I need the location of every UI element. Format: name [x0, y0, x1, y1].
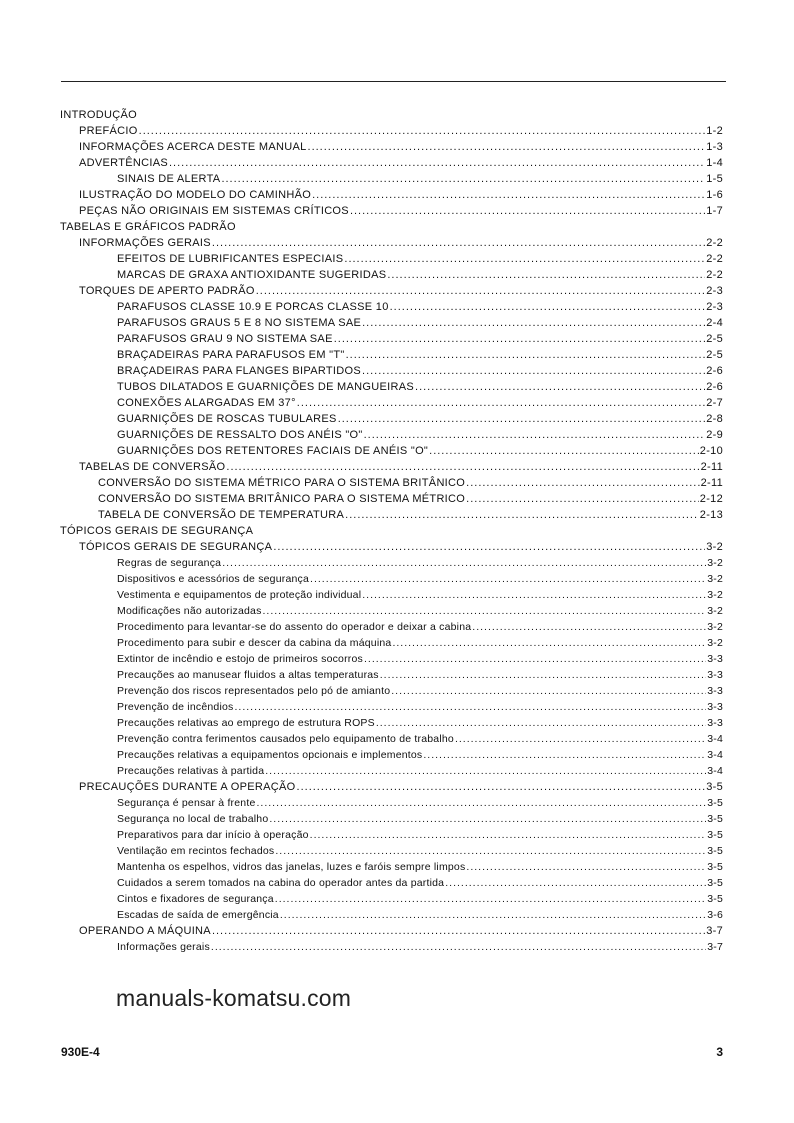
toc-entry-title: BRAÇADEIRAS PARA FLANGES BIPARTIDOS	[117, 365, 362, 377]
dot-leader	[221, 173, 705, 185]
toc-entry-page: 2-9	[706, 429, 723, 441]
toc-entry-page: 1-3	[706, 141, 723, 153]
toc-entry-page: 3-5	[707, 893, 723, 905]
toc-entry[interactable]	[60, 365, 723, 381]
toc-entry[interactable]	[60, 349, 723, 365]
toc-entry[interactable]	[60, 829, 723, 845]
toc-entry-page: 3-2	[707, 621, 723, 633]
dot-leader	[362, 365, 705, 377]
toc-entry-page: 3-2	[707, 589, 723, 601]
toc-entry-page: 3-2	[707, 573, 723, 585]
dot-leader	[466, 493, 699, 505]
toc-entry[interactable]	[60, 685, 723, 701]
toc-entry-title: INFORMAÇÕES GERAIS	[79, 237, 211, 249]
toc-entry-page: 2-4	[706, 317, 723, 329]
toc-entry-page: 3-5	[707, 797, 723, 809]
toc-entry-title: TUBOS DILATADOS E GUARNIÇÕES DE MANGUEIRAS	[117, 381, 415, 393]
toc-entry-title: PEÇAS NÃO ORIGINAIS EM SISTEMAS CRÍTICOS	[79, 205, 349, 217]
toc-entry-page: 3-2	[707, 557, 723, 569]
toc-entry-page: 2-8	[706, 413, 723, 425]
dot-leader	[344, 253, 705, 265]
toc-entry-title: Prevenção dos riscos representados pelo pó de amianto	[117, 685, 391, 697]
dot-leader	[429, 445, 699, 457]
toc-entry[interactable]	[60, 301, 723, 317]
toc-entry-page: 2-3	[706, 285, 723, 297]
toc-entry[interactable]	[60, 621, 723, 637]
dot-leader	[392, 637, 706, 649]
toc-entry[interactable]	[60, 893, 723, 909]
toc-entry-page: 3-3	[707, 701, 723, 713]
dot-leader	[310, 829, 707, 841]
dot-leader	[222, 557, 706, 569]
toc-entry-page: 3-3	[707, 669, 723, 681]
dot-leader	[273, 541, 705, 553]
toc-entry-title: EFEITOS DE LUBRIFICANTES ESPECIAIS	[117, 253, 344, 265]
toc-section[interactable]	[60, 525, 723, 541]
footer-model: 930E-4	[61, 1045, 100, 1059]
dot-leader	[466, 477, 699, 489]
dot-leader	[350, 205, 705, 217]
toc-entry[interactable]	[60, 285, 723, 301]
toc-entry-page: 3-5	[707, 861, 723, 873]
toc-entry-title: Prevenção contra ferimentos causados pelo equipamento de trabalho	[117, 733, 454, 745]
toc-entry[interactable]	[60, 413, 723, 429]
dot-leader	[364, 429, 706, 441]
toc-entry[interactable]	[60, 653, 723, 669]
dot-leader	[362, 317, 705, 329]
toc-entry-title: CONEXÕES ALARGADAS EM 37°	[117, 397, 296, 409]
toc-entry[interactable]	[60, 493, 723, 509]
toc-entry[interactable]	[60, 253, 723, 269]
toc-entry-page: 2-6	[706, 381, 723, 393]
toc-entry-title: Modificações não autorizadas	[117, 605, 262, 617]
toc-entry[interactable]	[60, 861, 723, 877]
toc-entry-title: PARAFUSOS GRAUS 5 E 8 NO SISTEMA SAE	[117, 317, 362, 329]
toc-entry-title: ILUSTRAÇÃO DO MODELO DO CAMINHÃO	[79, 189, 312, 201]
toc-section[interactable]	[60, 221, 723, 237]
toc-entry-page: 2-10	[699, 445, 723, 457]
toc-entry[interactable]	[60, 157, 723, 173]
toc-entry-page: 3-3	[707, 685, 723, 697]
toc-entry[interactable]	[60, 509, 723, 525]
toc-entry-title: Precauções relativas a equipamentos opcionais e implementos	[117, 749, 423, 761]
dot-leader	[390, 301, 706, 313]
dot-leader	[257, 797, 707, 809]
dot-leader	[275, 845, 706, 857]
footer-page-number: 3	[716, 1045, 723, 1059]
toc-entry-title: GUARNIÇÕES DE RESSALTO DOS ANÉIS "O"	[117, 429, 363, 441]
toc-entry-page: 3-3	[707, 653, 723, 665]
toc-entry[interactable]	[60, 925, 723, 941]
toc-entry-title: TÓPICOS GERAIS DE SEGURANÇA	[79, 541, 273, 553]
toc-entry[interactable]	[60, 269, 723, 285]
toc-entry-title: INFORMAÇÕES ACERCA DESTE MANUAL	[79, 141, 307, 153]
toc-entry-title: PRECAUÇÕES DURANTE A OPERAÇÃO	[79, 781, 296, 793]
dot-leader	[415, 381, 705, 393]
toc-entry[interactable]	[60, 381, 723, 397]
toc-entry-page: 3-5	[707, 813, 723, 825]
toc-entry-title: Procedimento para levantar-se do assento do operador e deixar a cabina	[117, 621, 472, 633]
toc-entry-page: 3-2	[707, 637, 723, 649]
table-of-contents	[60, 109, 723, 957]
toc-entry-title: Precauções relativas à partida	[117, 765, 265, 777]
dot-leader	[334, 333, 705, 345]
toc-entry-title: Precauções ao manusear fluidos a altas temperaturas	[117, 669, 379, 681]
toc-entry-page: 1-6	[706, 189, 723, 201]
dot-leader	[212, 237, 705, 249]
toc-entry-title: PARAFUSOS CLASSE 10.9 E PORCAS CLASSE 10	[117, 301, 389, 313]
toc-entry-page: 2-5	[706, 349, 723, 361]
toc-entry[interactable]	[60, 797, 723, 813]
toc-entry[interactable]	[60, 125, 723, 141]
toc-entry-page: 3-6	[707, 909, 723, 921]
dot-leader	[297, 397, 705, 409]
toc-entry-title: Regras de segurança	[117, 557, 222, 569]
dot-leader	[387, 269, 705, 281]
toc-entry[interactable]	[60, 205, 723, 221]
dot-leader	[263, 605, 707, 617]
dot-leader	[310, 573, 706, 585]
toc-entry[interactable]	[60, 669, 723, 685]
toc-entry-page: 3-5	[707, 845, 723, 857]
dot-leader	[472, 621, 706, 633]
toc-entry[interactable]	[60, 189, 723, 205]
toc-entry-title: TÓPICOS GERAIS DE SEGURANÇA	[60, 525, 254, 537]
toc-entry-page: 2-2	[706, 253, 723, 265]
toc-entry-page: 3-4	[707, 733, 723, 745]
toc-entry-page: 3-2	[706, 541, 723, 553]
toc-entry-page: 3-5	[707, 877, 723, 889]
dot-leader	[445, 877, 706, 889]
toc-entry[interactable]	[60, 781, 723, 797]
toc-entry-title: TABELAS DE CONVERSÃO	[79, 461, 226, 473]
toc-entry-title: MARCAS DE GRAXA ANTIOXIDANTE SUGERIDAS	[117, 269, 387, 281]
toc-entry[interactable]	[60, 717, 723, 733]
toc-entry-title: Vestimenta e equipamentos de proteção individual	[117, 589, 362, 601]
dot-leader	[364, 653, 706, 665]
dot-leader	[297, 781, 706, 793]
toc-entry[interactable]	[60, 909, 723, 925]
toc-entry-title: Prevenção de incêndios	[117, 701, 234, 713]
toc-entry[interactable]	[60, 445, 723, 461]
dot-leader	[269, 813, 706, 825]
toc-entry-page: 3-3	[707, 717, 723, 729]
toc-entry[interactable]	[60, 333, 723, 349]
toc-entry-page: 3-5	[706, 781, 723, 793]
dot-leader	[346, 349, 706, 361]
toc-entry-title: CONVERSÃO DO SISTEMA BRITÂNICO PARA O SISTEMA MÉTRICO	[98, 493, 466, 505]
toc-entry-title: ADVERTÊNCIAS	[79, 157, 168, 169]
dot-leader	[338, 413, 706, 425]
dot-leader	[423, 749, 706, 761]
toc-entry[interactable]	[60, 877, 723, 893]
toc-entry[interactable]	[60, 765, 723, 781]
toc-entry-title: CONVERSÃO DO SISTEMA MÉTRICO PARA O SISTEMA BRITÂNICO	[98, 477, 466, 489]
toc-entry[interactable]	[60, 141, 723, 157]
toc-entry-title: TABELA DE CONVERSÃO DE TEMPERATURA	[98, 509, 345, 521]
toc-entry-title: Escadas de saída de emergência	[117, 909, 279, 921]
toc-entry-page: 2-13	[699, 509, 723, 521]
toc-entry-title: TORQUES DE APERTO PADRÃO	[79, 285, 255, 297]
toc-entry[interactable]	[60, 397, 723, 413]
toc-entry-title: Segurança no local de trabalho	[117, 813, 269, 825]
toc-entry-title: Cuidados a serem tomados na cabina do operador antes da partida	[117, 877, 445, 889]
dot-leader	[380, 669, 706, 681]
dot-leader	[211, 941, 706, 953]
toc-entry-page: 3-4	[707, 765, 723, 777]
toc-entry[interactable]	[60, 605, 723, 621]
watermark: manuals-komatsu.com	[116, 985, 352, 1011]
toc-entry[interactable]	[60, 637, 723, 653]
toc-entry-page: 2-11	[700, 477, 723, 489]
toc-entry-title: Ventilação em recintos fechados	[117, 845, 275, 857]
toc-entry[interactable]	[60, 941, 723, 957]
dot-leader	[275, 893, 706, 905]
toc-entry[interactable]	[60, 477, 723, 493]
dot-leader	[280, 909, 706, 921]
toc-entry-title: Precauções relativas ao emprego de estrutura ROPS	[117, 717, 375, 729]
toc-entry-title: Informações gerais	[117, 941, 210, 953]
toc-entry-title: TABELAS E GRÁFICOS PADRÃO	[60, 221, 236, 233]
dot-leader	[312, 189, 705, 201]
toc-entry-page: 1-7	[706, 205, 723, 217]
toc-entry-title: Dispositivos e acessórios de segurança	[117, 573, 310, 585]
toc-entry-page: 1-2	[706, 125, 723, 137]
toc-entry-page: 3-4	[707, 749, 723, 761]
toc-entry-title: Procedimento para subir e descer da cabina da máquina	[117, 637, 392, 649]
toc-entry-title: GUARNIÇÕES DOS RETENTORES FACIAIS DE ANÉIS "O"	[117, 445, 429, 457]
dot-leader	[345, 509, 699, 521]
toc-entry[interactable]	[60, 429, 723, 445]
header-rule	[61, 81, 726, 82]
toc-entry[interactable]	[60, 573, 723, 589]
dot-leader	[212, 925, 705, 937]
dot-leader	[391, 685, 706, 697]
toc-entry[interactable]	[60, 173, 723, 189]
toc-section[interactable]	[60, 109, 723, 125]
toc-entry-title: SINAIS DE ALERTA	[117, 173, 221, 185]
toc-entry-page: 2-7	[706, 397, 723, 409]
toc-entry-page: 2-2	[706, 269, 723, 281]
toc-entry-page: 3-7	[707, 941, 723, 953]
toc-entry-page: 2-12	[699, 493, 723, 505]
toc-entry[interactable]	[60, 701, 723, 717]
toc-entry-title: Segurança é pensar à frente	[117, 797, 256, 809]
toc-entry-page: 3-2	[707, 605, 723, 617]
toc-entry[interactable]	[60, 749, 723, 765]
toc-entry-page: 1-4	[706, 157, 723, 169]
toc-entry[interactable]	[60, 813, 723, 829]
toc-entry-title: Mantenha os espelhos, vidros das janelas, luzes e faróis sempre limpos	[117, 861, 466, 873]
dot-leader	[234, 701, 706, 713]
dot-leader	[455, 733, 706, 745]
toc-entry-title: Extintor de incêndio e estojo de primeiros socorros	[117, 653, 363, 665]
dot-leader	[308, 141, 706, 153]
toc-entry[interactable]	[60, 541, 723, 557]
dot-leader	[169, 157, 705, 169]
toc-entry-page: 3-5	[707, 829, 723, 841]
dot-leader	[256, 285, 705, 297]
dot-leader	[139, 125, 706, 137]
dot-leader	[226, 461, 699, 473]
toc-entry-title: PREFÁCIO	[79, 125, 138, 137]
toc-entry-page: 2-3	[706, 301, 723, 313]
toc-entry-page: 2-11	[700, 461, 723, 473]
toc-entry-page: 3-7	[706, 925, 723, 937]
toc-entry-page: 1-5	[706, 173, 723, 185]
dot-leader	[376, 717, 706, 729]
toc-entry-title: Preparativos para dar início à operação	[117, 829, 309, 841]
toc-entry-page: 2-5	[706, 333, 723, 345]
toc-entry[interactable]	[60, 557, 723, 573]
toc-entry-title: BRAÇADEIRAS PARA PARAFUSOS EM "T"	[117, 349, 345, 361]
toc-entry[interactable]	[60, 733, 723, 749]
toc-entry[interactable]	[60, 317, 723, 333]
toc-entry-title: PARAFUSOS GRAU 9 NO SISTEMA SAE	[117, 333, 333, 345]
toc-entry-page: 2-6	[706, 365, 723, 377]
toc-entry[interactable]	[60, 461, 723, 477]
toc-entry-title: OPERANDO A MÁQUINA	[79, 925, 211, 937]
toc-entry-page: 2-2	[706, 237, 723, 249]
toc-entry-title: INTRODUÇÃO	[60, 109, 137, 121]
dot-leader	[362, 589, 706, 601]
toc-entry[interactable]	[60, 237, 723, 253]
toc-entry[interactable]	[60, 589, 723, 605]
toc-entry-title: Cintos e fixadores de segurança	[117, 893, 274, 905]
dot-leader	[265, 765, 706, 777]
toc-entry[interactable]	[60, 845, 723, 861]
toc-entry-title: GUARNIÇÕES DE ROSCAS TUBULARES	[117, 413, 337, 425]
dot-leader	[466, 861, 706, 873]
